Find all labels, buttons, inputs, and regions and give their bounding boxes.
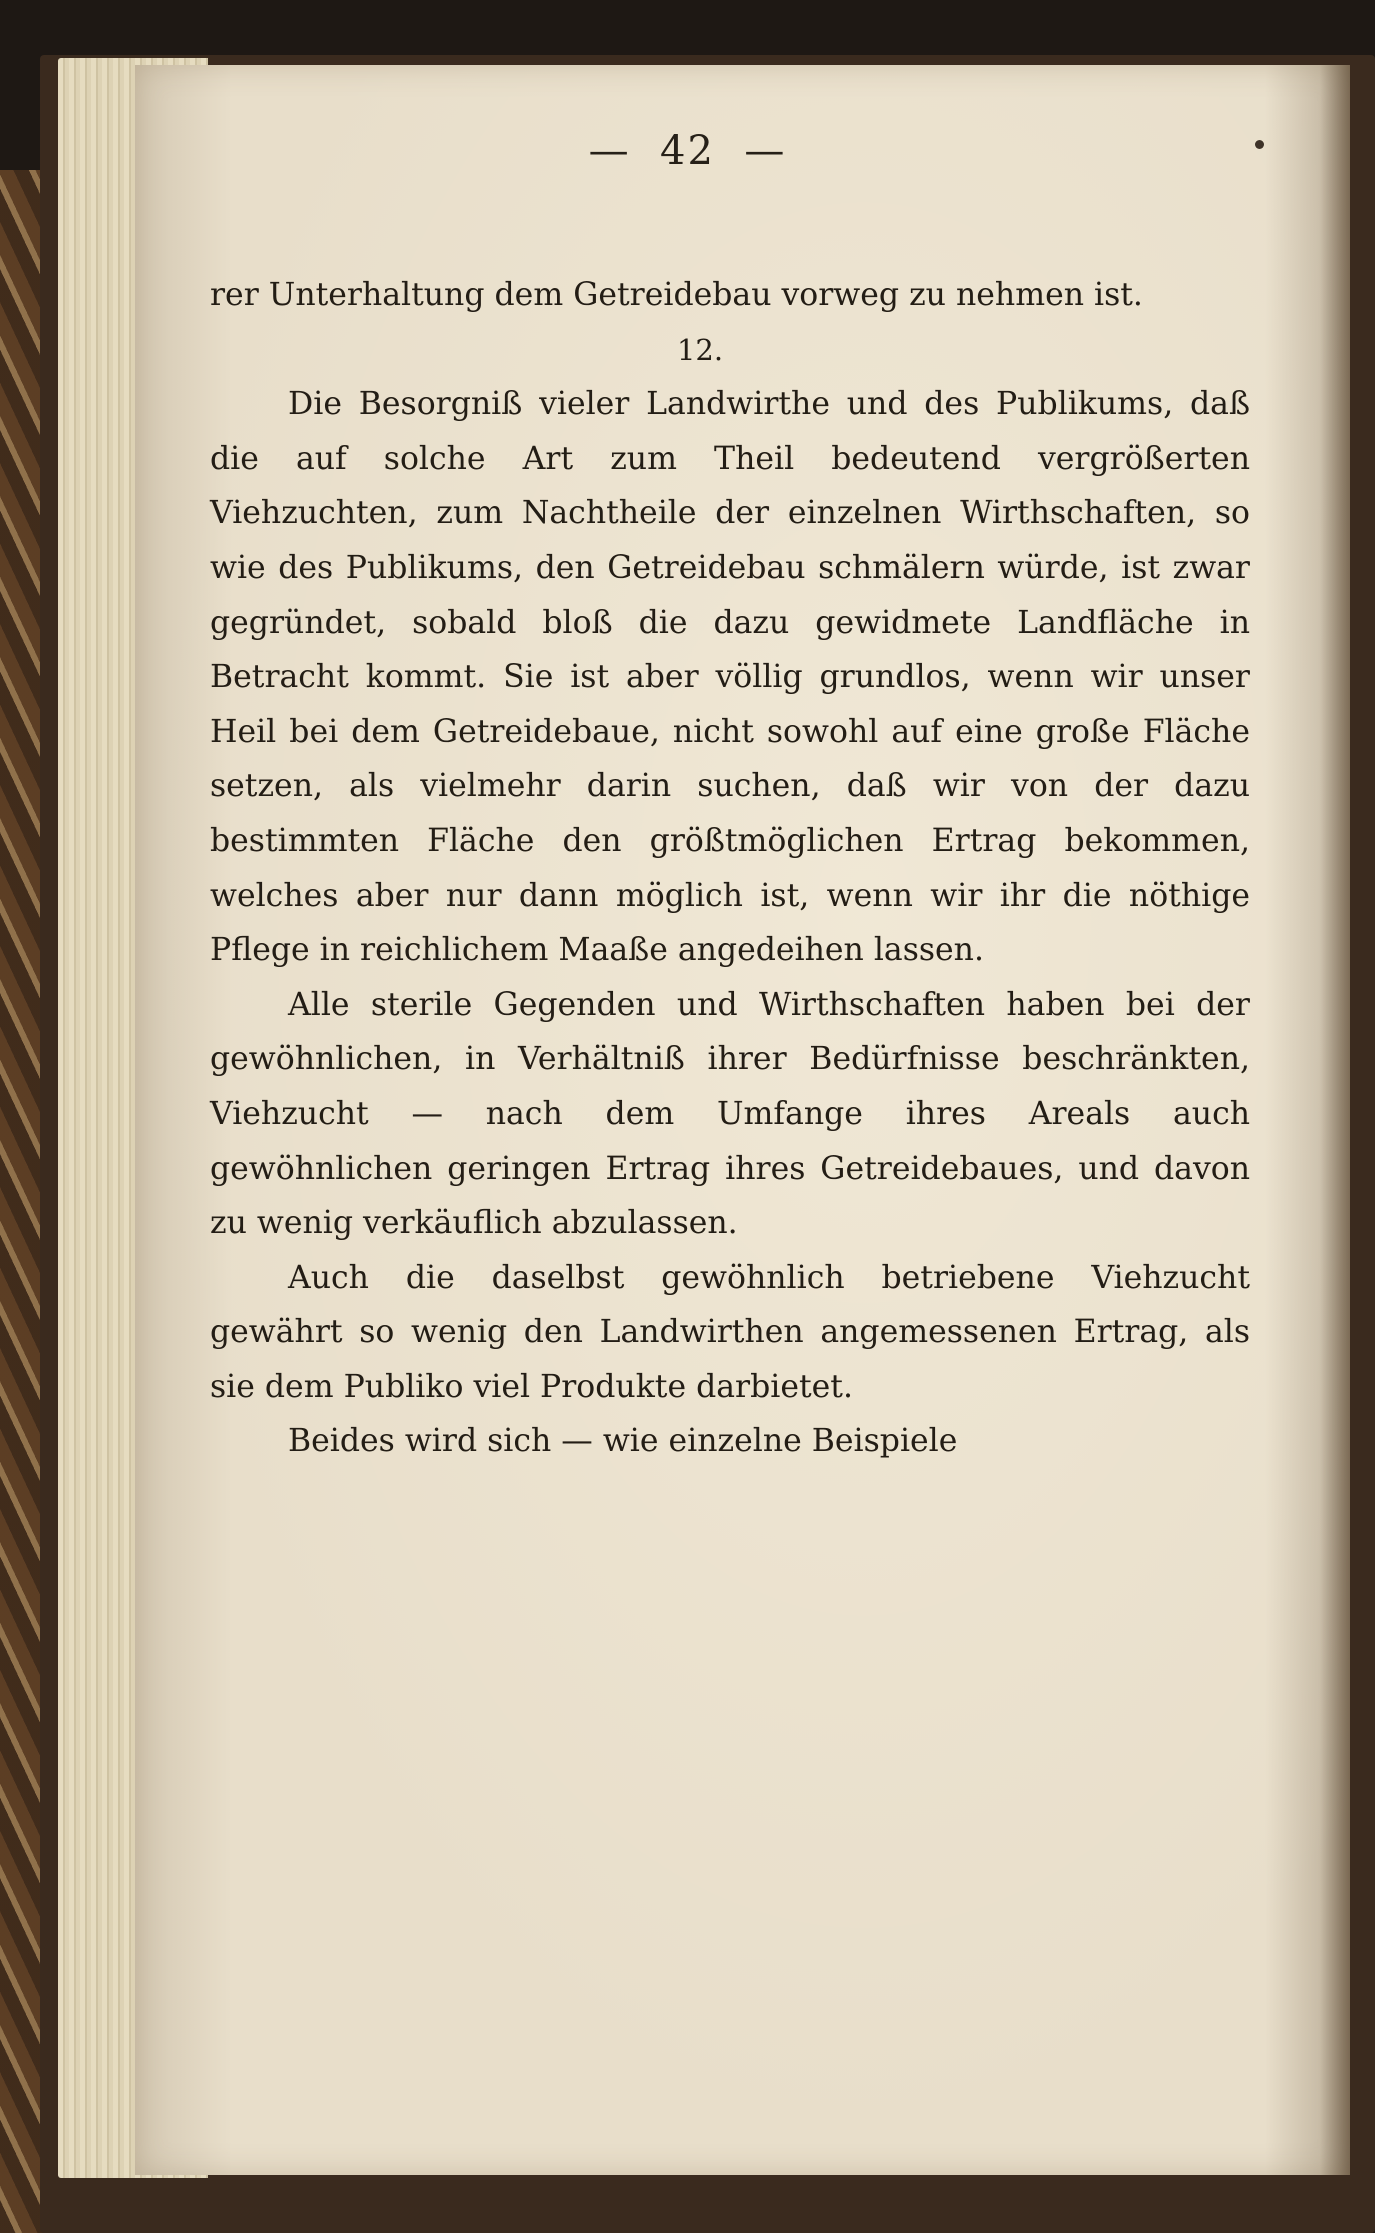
paragraph-sterile-gegenden: Alle sterile Gegenden und Wirthschaften haben bei der gewöhnlichen, in Verhältniß ihrer Bedürfnisse beschränkten, Viehzucht — nach dem Umfange ihres Areals auch gewöhnlichen geringen Ertrag ihres Getreidebaues, und davon zu wenig verkäuflich abzulassen. (210, 986, 1250, 1242)
section-number: 12. (676, 332, 724, 367)
page-header: — 42 — (588, 128, 787, 174)
spine-shadow (1320, 65, 1350, 2175)
continuation-paragraph: rer Unterhaltung dem Getreidebau vorweg zu nehmen ist. (210, 277, 1143, 313)
page-body (210, 268, 1250, 1469)
paragraph-beides: Beides wird sich — wie einzelne Beispiele (288, 1423, 958, 1460)
paragraph-viehzucht: Auch die daselbst gewöhnlich betriebene Viehzucht gewährt so wenig den Landwirthen angemessenen Ertrag, als sie dem Publiko viel Produkte darbietet. (210, 1259, 1250, 1405)
paragraph-besorgniss: Die Besorgniß vieler Landwirthe und des Publikums, daß die auf solche Art zum Theil bedeutend vergrößerten Viehzuchten, zum Nachtheile der einzelnen Wirthschaften, so wie des Publikums, den Getreidebau schmälern würde, ist zwar gegründet, sobald bloß die dazu gewidmete Landfläche in Betracht kommt. Sie ist aber völlig grundlos, wenn wir unser Heil bei dem Getreidebaue, nicht sowohl auf eine große Fläche setzen, als vielmehr darin suchen, daß wir von der dazu bestimmten Fläche den größtmöglichen Ertrag bekommen, welches aber nur dann möglich ist, wenn wir ihr die nöthige Pflege in reichlichem Maaße angedeihen lassen. (210, 386, 1250, 969)
